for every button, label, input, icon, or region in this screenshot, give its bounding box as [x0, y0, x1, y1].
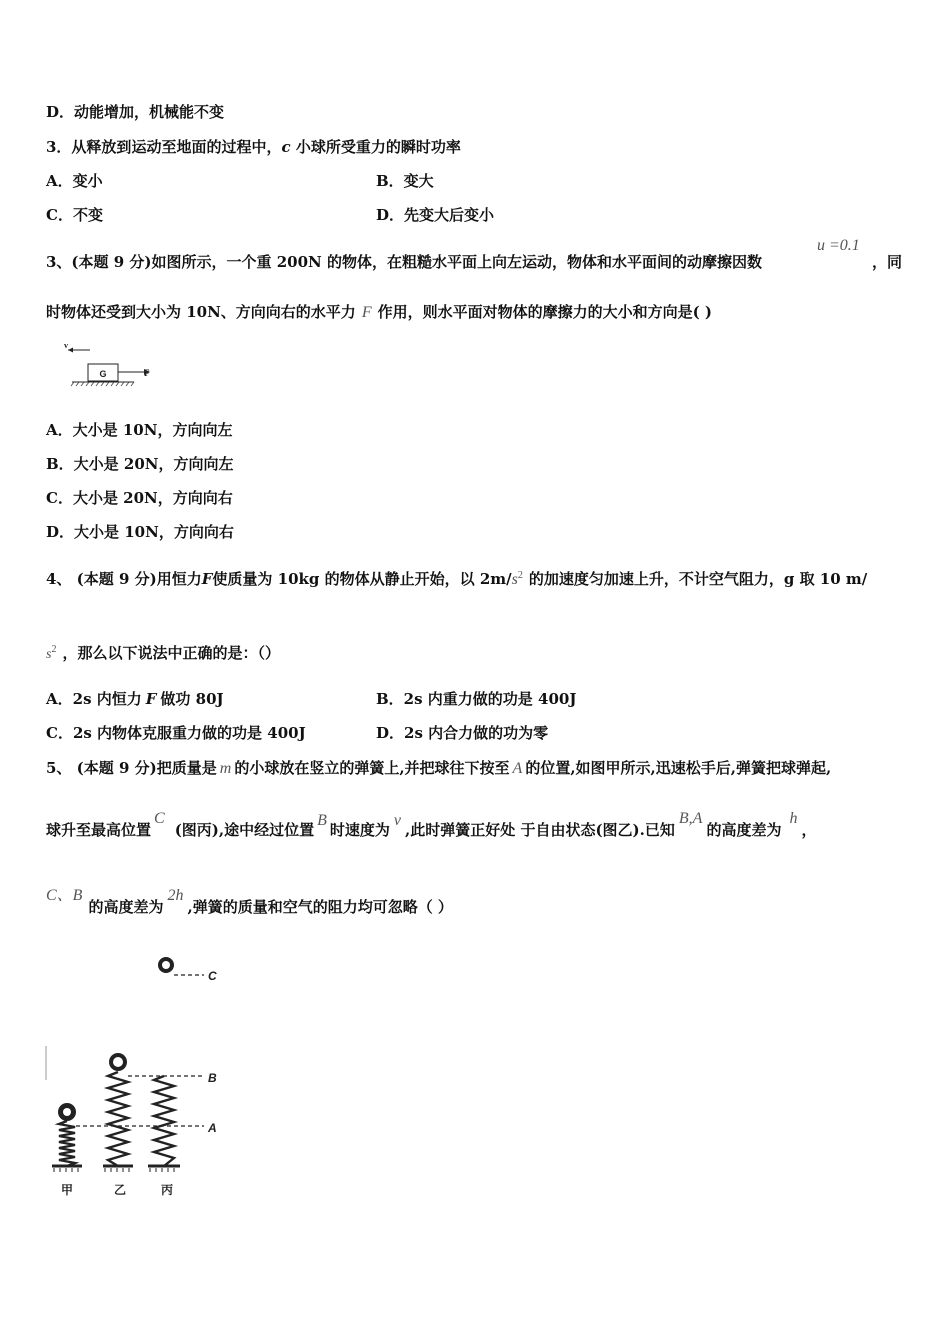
q3-sub-var-c: c [281, 138, 291, 156]
q3-stem-text: 3、(本题 9 分)如图所示，一个重 200N 的物体，在粗糙水平面上向左运动，物体和水平面间的动摩擦因数 [46, 253, 762, 271]
caption-bing: 丙 [160, 1183, 174, 1197]
q5-pos-c-symbol: C [154, 810, 165, 827]
q4-option-b: B．2s 内重力做的功是 400J [376, 690, 577, 708]
q4-stem-line2 [46, 642, 280, 663]
q4-unit-sq: 2 [517, 570, 523, 581]
q3-stem-line2b: 作用，则水平面对物体的摩擦力的大小和方向是( ) [377, 303, 713, 321]
q3-option-d: D．大小是 10N，方向向右 [46, 523, 234, 541]
q4-option-a [46, 688, 224, 709]
q5-stem-3b: ,弹簧的质量和空气的阻力均可忽略（ ） [187, 898, 453, 916]
q3-block-figure [60, 338, 160, 390]
q3-option-b: B．大小是 20N，方向向左 [46, 455, 234, 473]
q4-unit-s2: s [46, 647, 52, 662]
q4-stem-1a: 4、 (本题 9 分)用恒力 [46, 570, 202, 588]
q5-mass-symbol: m [219, 760, 232, 777]
q5-stem-2c: 时速度为 [329, 821, 390, 839]
q5-stem-1b: 的小球放在竖立的弹簧上,并把球往下按至 [234, 759, 510, 777]
q3-stem-line2 [46, 301, 712, 322]
q3-option-a: A．大小是 10N，方向向左 [46, 421, 233, 439]
velocity-label: v [64, 341, 68, 350]
label-c: C [208, 969, 217, 983]
q3-sub-option-c: C．不变 [46, 206, 103, 224]
q3-sub-stem-tail: 小球所受重力的瞬时功率 [290, 138, 461, 156]
q5-stem-2b: (图丙),途中经过位置 [174, 821, 315, 839]
block-label: G [99, 369, 107, 379]
q3-mu-value: u =0.1 [817, 237, 860, 254]
q4-unit-sq2: 2 [51, 644, 57, 655]
q5-stem-line1 [46, 757, 831, 778]
q4-stem-2: ，那么以下说法中正确的是：（） [62, 644, 280, 662]
q4-stem-1b: 使质量为 10kg 的物体从静止开始，以 2m/ [212, 570, 512, 588]
q3-stem-tail: ，同 [872, 253, 903, 271]
q3-force-symbol: F [361, 304, 372, 321]
q5-stem-2e: 的高度差为 [706, 821, 782, 839]
caption-jia: 甲 [60, 1183, 74, 1197]
q3-sub-option-d: D．先变大后变小 [376, 206, 495, 224]
q5-2h-symbol: 2h [167, 887, 184, 904]
force-label: F [144, 368, 150, 378]
q3-sub-stem-text: 3．从释放到运动至地面的过程中， [46, 138, 282, 156]
q5-cb-symbol: C、B [46, 887, 83, 904]
q3-sub-option-a: A．变小 [46, 172, 103, 190]
label-b: B [208, 1071, 217, 1085]
q4-option-a1: A．2s 内恒力 [46, 690, 142, 708]
q5-stem-line2 [46, 810, 817, 840]
q3-stem-line1 [46, 251, 762, 272]
q5-ba-symbol: B,A [678, 810, 703, 827]
label-a: A [208, 1121, 217, 1135]
q4-stem-line1 [46, 568, 867, 589]
q4-option-c: C．2s 内物体克服重力做的功是 400J [46, 724, 306, 742]
caption-yi: 乙 [113, 1183, 127, 1197]
q5-spring-figure [44, 950, 234, 1202]
q3-mu [817, 236, 860, 255]
q5-stem-2a: 球升至最高位置 [46, 821, 152, 839]
q5-stem-2d: ,此时弹簧正好处 于自由状态(图乙).已知 [405, 821, 675, 839]
q4-unit-s: s [511, 571, 518, 588]
q5-velocity-symbol: v [393, 812, 402, 829]
q2-option-d: D．动能增加，机械能不变 [46, 103, 225, 121]
q5-stem-3a: 的高度差为 [88, 898, 164, 916]
q4-force-symbol: F [201, 570, 213, 588]
q5-stem-1c: 的位置,如图甲所示,迅速松手后,弹簧把球弹起, [525, 759, 832, 777]
q5-pos-b-symbol: B [317, 812, 327, 829]
q3-sub-option-b: B．变大 [376, 172, 434, 190]
q4-option-a2: 做功 80J [160, 690, 224, 708]
q4-option-d: D．2s 内合力做的功为零 [376, 724, 549, 742]
q5-pos-a-symbol: A [512, 760, 523, 777]
q5-stem-2f: ， [801, 821, 817, 839]
q5-h-symbol: h [789, 810, 798, 827]
q3-option-c: C．大小是 20N，方向向右 [46, 489, 233, 507]
q5-stem-1a: 5、 (本题 9 分)把质量是 [46, 759, 217, 777]
q3-sub-stem [46, 136, 461, 157]
q4-stem-1c: 的加速度匀加速上升，不计空气阻力，g 取 10 m/ [528, 570, 868, 588]
q5-stem-line3 [46, 887, 453, 917]
q3-stem-line2a: 时物体还受到大小为 10N、方向向右的水平力 [46, 303, 356, 321]
q4-option-a-force: F [145, 690, 157, 708]
